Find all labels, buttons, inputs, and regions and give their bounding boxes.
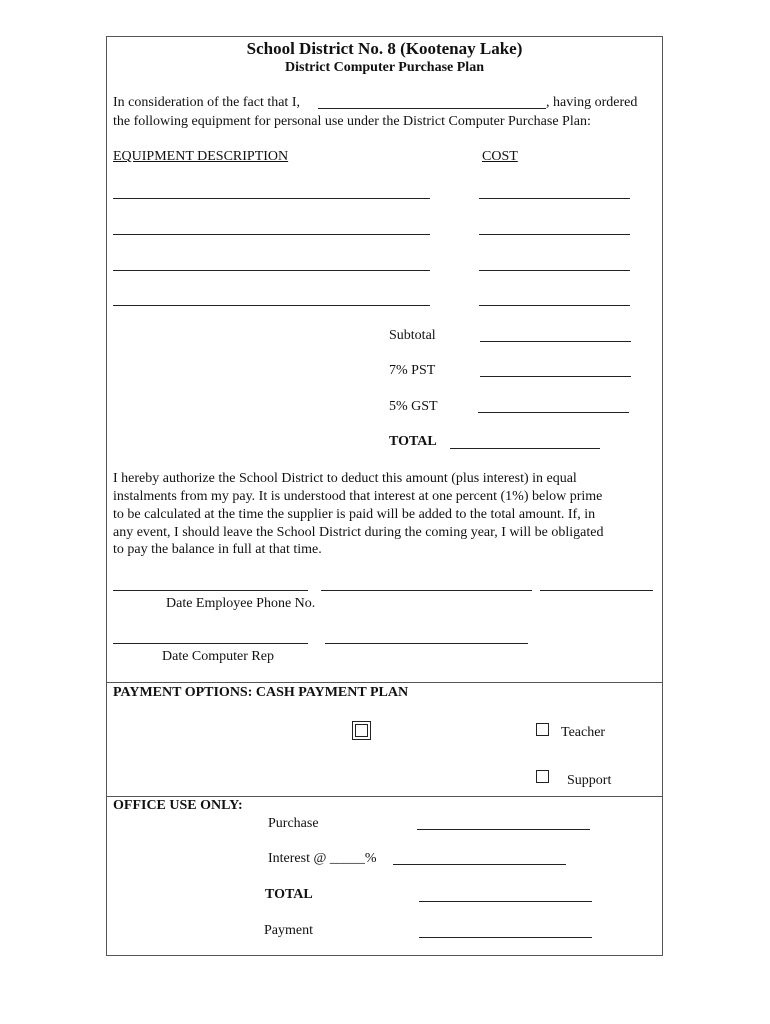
signature-row2-label: Date Computer Rep [162,649,274,664]
cost-header: COST [482,149,518,164]
equipment-description-field[interactable] [113,234,430,235]
office-payment-field[interactable] [419,937,592,938]
authorization-line: to pay the balance in full at that time. [113,542,322,557]
cost-field[interactable] [479,270,630,271]
pst-label: 7% PST [389,363,436,378]
support-label: Support [567,773,612,788]
office-total-field[interactable] [419,901,592,902]
phone-field[interactable] [540,590,653,591]
subtotal-label: Subtotal [389,328,436,343]
authorization-line: I hereby authorize the School District to deduct this amount (plus interest) in equal [113,471,577,486]
subtotal-field[interactable] [480,341,631,342]
gst-field[interactable] [478,412,629,413]
authorization-line: to be calculated at the time the supplier is paid will be added to the total amount. If, in [113,507,596,522]
cost-field[interactable] [479,198,630,199]
pst-field[interactable] [480,376,631,377]
authorization-line: any event, I should leave the School District during the coming year, I will be obligated [113,525,604,540]
support-checkbox[interactable] [536,770,549,783]
equipment-description-header: EQUIPMENT DESCRIPTION [113,149,289,164]
office-use-heading: OFFICE USE ONLY: [113,798,243,813]
equipment-description-field[interactable] [113,198,430,199]
authorization-line: instalments from my pay. It is understood that interest at one percent (1%) below prime [113,489,603,504]
total-field[interactable] [450,448,600,449]
date-field[interactable] [113,643,308,644]
intro-text-start: In consideration of the fact that I, [113,95,300,110]
office-total-label: TOTAL [265,887,313,902]
office-payment-label: Payment [264,923,313,938]
section-divider [106,682,663,683]
teacher-label: Teacher [561,725,606,740]
computer-rep-signature-field[interactable] [325,643,528,644]
date-field[interactable] [113,590,308,591]
employee-signature-field[interactable] [321,590,532,591]
intro-text-end: , having ordered [546,95,638,110]
section-divider [106,796,663,797]
form-title: School District No. 8 (Kootenay Lake) [246,39,523,58]
equipment-description-field[interactable] [113,270,430,271]
payment-plan-checkbox[interactable] [352,721,371,740]
office-purchase-field[interactable] [417,829,590,830]
intro-text-line2: the following equipment for personal use under the District Computer Purchase Plan: [113,114,591,129]
office-purchase-label: Purchase [268,816,319,831]
cost-field[interactable] [479,234,630,235]
form-subtitle: District Computer Purchase Plan [285,60,484,75]
signature-row1-label: Date Employee Phone No. [166,596,316,611]
cost-field[interactable] [479,305,630,306]
equipment-description-field[interactable] [113,305,430,306]
teacher-checkbox[interactable] [536,723,549,736]
payment-options-heading: PAYMENT OPTIONS: CASH PAYMENT PLAN [113,685,409,700]
office-interest-field[interactable] [393,864,566,865]
office-interest-label: Interest @ _____% [268,851,377,866]
total-label: TOTAL [389,434,437,449]
employee-name-field[interactable] [318,108,546,109]
gst-label: 5% GST [389,399,438,414]
